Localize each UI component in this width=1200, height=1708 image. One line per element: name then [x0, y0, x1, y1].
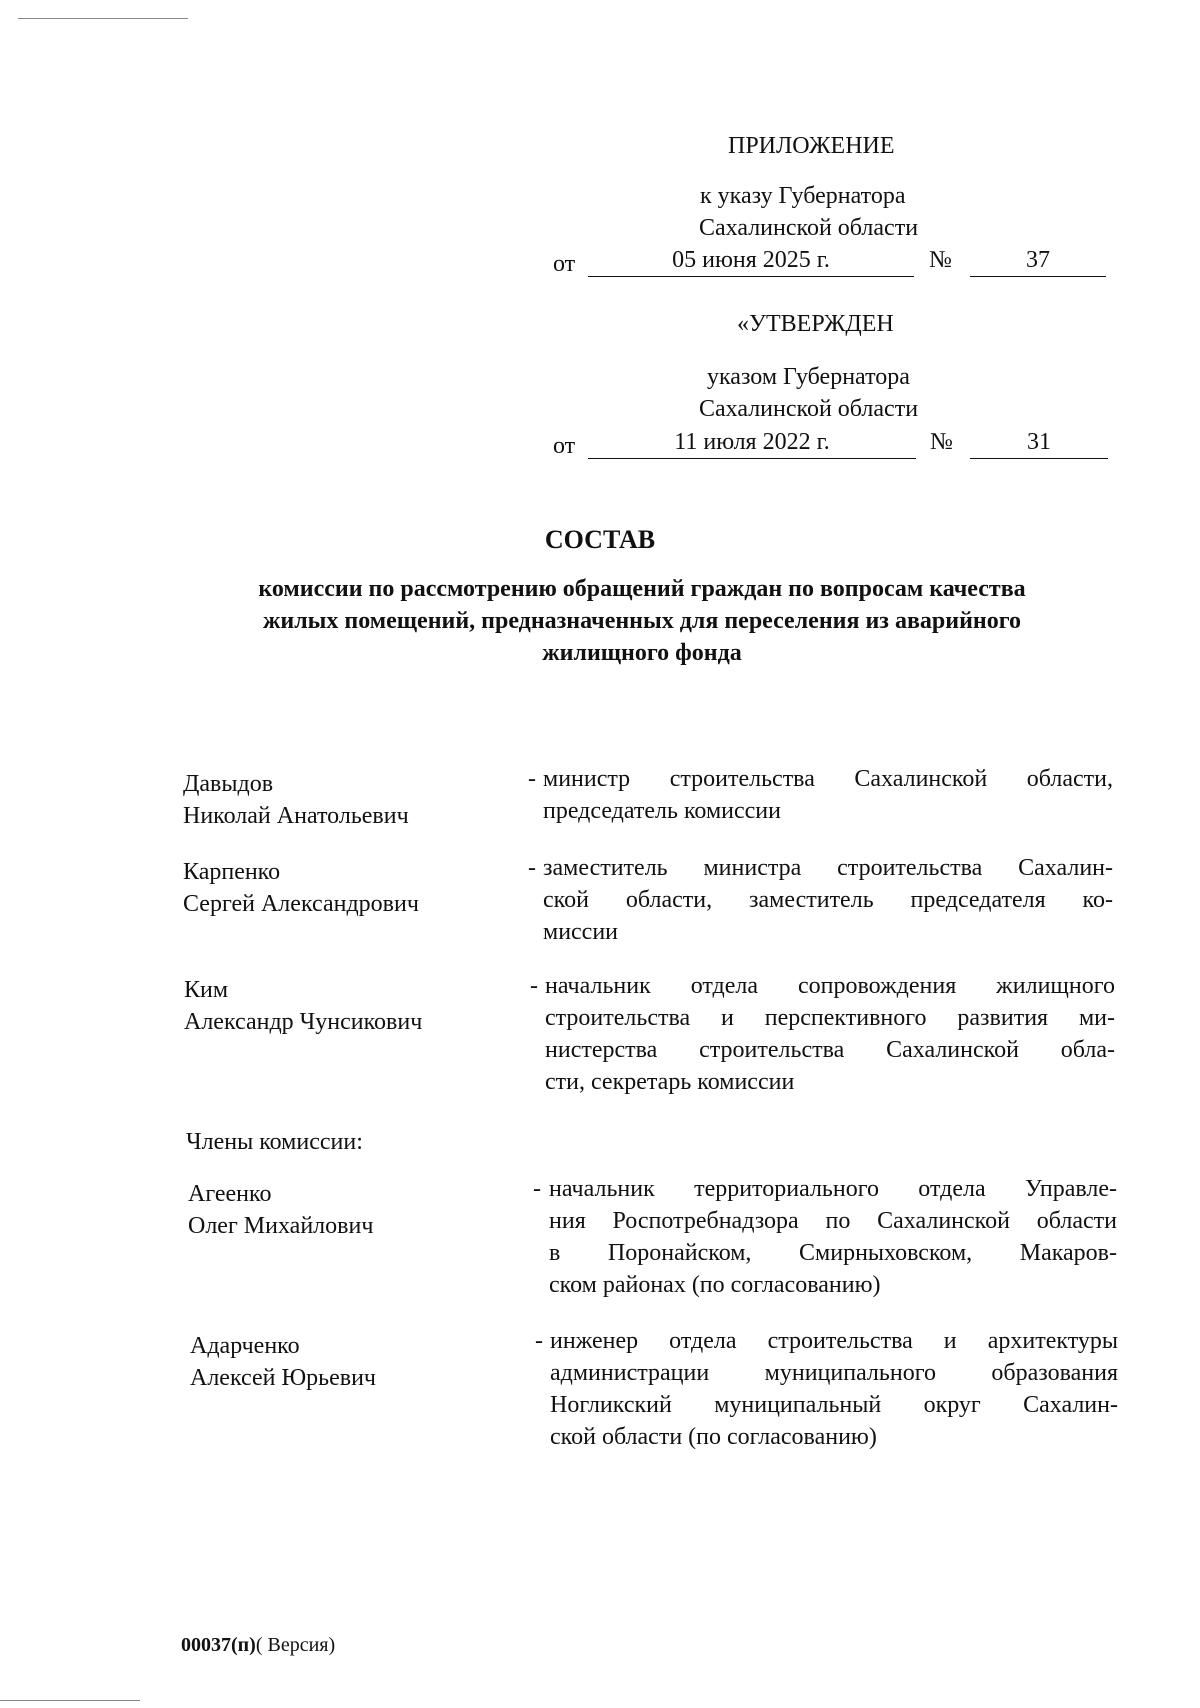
role-line: нистерства строительства Сахалинской обла-: [545, 1037, 1115, 1063]
member-surname: Агеенко: [188, 1181, 272, 1207]
member-given-names: Александр Чунсикович: [184, 1009, 423, 1035]
role-line: сти, секретарь комиссии: [545, 1069, 795, 1095]
number-field-2: 31: [970, 426, 1108, 459]
from-label-1: от: [553, 251, 576, 277]
subtitle-line: комиссии по рассмотрению обращений граждан по вопросам качества: [258, 576, 1026, 602]
document-code: 00037(п): [181, 1634, 256, 1656]
member-given-names: Олег Михайлович: [188, 1213, 374, 1239]
approved-heading: «УТВЕРЖДЕН: [737, 311, 894, 337]
subtitle-line: жилых помещений, предназначенных для переселения из аварийного: [262, 608, 1022, 634]
role-line: миссии: [543, 919, 619, 945]
member-role: [543, 763, 1113, 827]
member-role: [543, 852, 1113, 948]
role-line: ской области, заместитель председателя ко-: [543, 887, 1113, 913]
to-decree-line2: Сахалинской области: [699, 215, 919, 241]
document-title: СОСТАВ: [544, 525, 656, 554]
to-decree-line1: к указу Губернатора: [700, 183, 906, 209]
member-given-names: Сергей Александрович: [183, 891, 419, 917]
by-decree-line1: указом Губернатора: [707, 364, 910, 390]
role-line: строительства и перспективного развития ми-: [545, 1005, 1115, 1031]
member-given-names: Николай Анатольевич: [183, 803, 409, 829]
role-line: инженер отдела строительства и архитектуры: [550, 1328, 1118, 1354]
role-line: ском районах (по согласованию): [549, 1272, 881, 1298]
role-line: ской области (по согласованию): [550, 1424, 877, 1450]
members-heading: Члены комиссии:: [186, 1129, 363, 1155]
dash-separator: -: [535, 1328, 543, 1354]
member-role: [545, 970, 1115, 1098]
role-line: Ногликский муниципальный округ Сахалин-: [550, 1392, 1118, 1418]
document-subtitle: [160, 573, 1124, 669]
subtitle-line: жилищного фонда: [542, 640, 742, 666]
document-version: ( Версия): [255, 1634, 336, 1656]
dash-separator: -: [528, 766, 536, 792]
member-surname: Адарченко: [190, 1333, 300, 1359]
role-line: администрации муниципального образования: [550, 1360, 1118, 1386]
scan-artifact-top: [18, 18, 188, 19]
scan-artifact-bottom: [0, 1700, 140, 1701]
member-role: [550, 1325, 1118, 1453]
number-sign-1: №: [929, 247, 952, 273]
document-footer: [181, 1632, 335, 1658]
dash-separator: -: [533, 1176, 541, 1202]
appendix-heading: ПРИЛОЖЕНИЕ: [728, 133, 895, 159]
member-given-names: Алексей Юрьевич: [190, 1365, 376, 1391]
number-sign-2: №: [930, 429, 953, 455]
role-line: начальник отдела сопровождения жилищного: [545, 973, 1115, 999]
from-label-2: от: [553, 433, 576, 459]
role-line: начальник территориального отдела Управле-: [549, 1176, 1117, 1202]
date-field-2: 11 июля 2022 г.: [588, 426, 916, 459]
role-line: председатель комиссии: [543, 798, 781, 824]
member-role: [549, 1173, 1117, 1301]
role-line: заместитель министра строительства Сахалин-: [543, 855, 1113, 881]
member-surname: Давыдов: [183, 771, 274, 797]
number-field-1: 37: [970, 244, 1106, 277]
dash-separator: -: [528, 855, 536, 881]
date-field-1: 05 июня 2025 г.: [588, 244, 914, 277]
role-line: ния Роспотребнадзора по Сахалинской области: [549, 1208, 1117, 1234]
member-surname: Карпенко: [183, 859, 281, 885]
role-line: министр строительства Сахалинской области,: [543, 766, 1113, 792]
dash-separator: -: [530, 973, 538, 999]
role-line: в Поронайском, Смирныховском, Макаров-: [549, 1240, 1117, 1266]
member-surname: Ким: [184, 977, 229, 1003]
by-decree-line2: Сахалинской области: [699, 396, 919, 422]
